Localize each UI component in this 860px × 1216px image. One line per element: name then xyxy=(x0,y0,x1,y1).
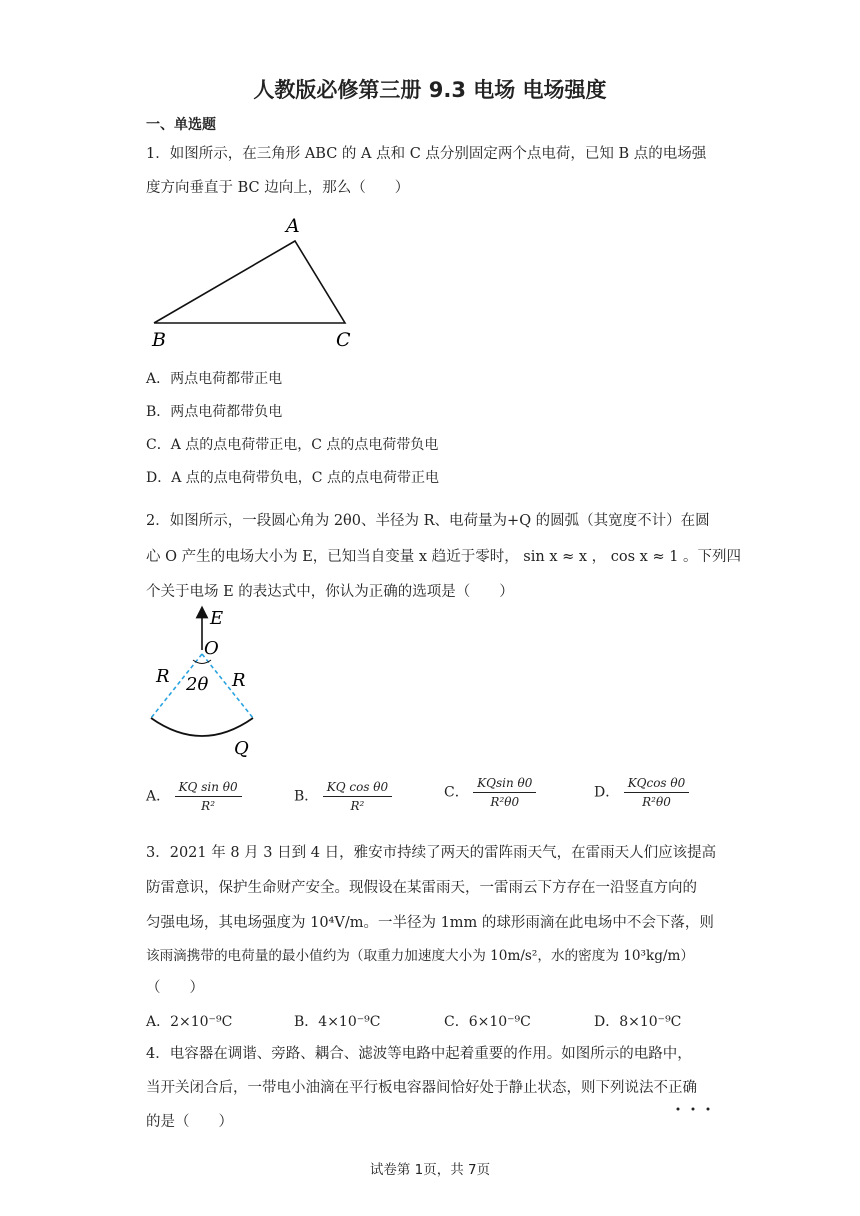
q3-stem-line3: 匀强电场，其电场强度为 10⁴V/m。一半径为 1mm 的球形雨滴在此电场中不会下落，则 xyxy=(146,915,714,931)
q4-stem-line3: 的是（ ） xyxy=(146,1114,233,1130)
q3-option-c[interactable]: C．6×10⁻⁹C xyxy=(444,1014,531,1030)
q1-option-c[interactable]: C．A 点的点电荷带正电，C 点的点电荷带负电 xyxy=(146,437,439,453)
q1-option-d[interactable]: D．A 点的点电荷带负电，C 点的点电荷带正电 xyxy=(146,470,439,486)
vertex-label-a: A xyxy=(286,215,300,237)
section-heading: 一、单选题 xyxy=(146,117,216,133)
q2-stem-line3: 个关于电场 E 的表达式中，你认为正确的选项是（ ） xyxy=(146,584,514,600)
vertex-label-b: B xyxy=(152,329,166,351)
label-angle: 2θ xyxy=(186,674,209,695)
q2-option-c-fraction xyxy=(473,776,536,809)
vertex-label-c: C xyxy=(336,329,351,351)
q2-option-a[interactable] xyxy=(146,780,242,813)
q3-stem-line2: 防雷意识，保护生命财产安全。现假设在某雷雨天，一雷雨云下方存在一沿竖直方向的 xyxy=(146,880,697,896)
q2-option-b[interactable] xyxy=(294,780,392,813)
q2-option-a-denominator: R² xyxy=(201,799,216,813)
q1-stem-line1: 1．如图所示，在三角形 ABC 的 A 点和 C 点分别固定两个点电荷，已知 B 点的电场强 xyxy=(146,146,707,162)
q2-option-a-fraction xyxy=(175,780,242,813)
q2-option-c-denominator: R²θ0 xyxy=(490,795,520,809)
q2-option-d-numerator: KQcos θ0 xyxy=(624,776,690,793)
q3-option-b[interactable]: B．4×10⁻⁹C xyxy=(294,1014,381,1030)
q2-option-d[interactable] xyxy=(594,776,689,809)
label-e: E xyxy=(210,608,224,629)
q1-option-b[interactable]: B．两点电荷都带负电 xyxy=(146,404,283,420)
q3-stem-line5: （ ） xyxy=(146,980,204,996)
q3-stem-line4: 该雨滴携带的电荷量的最小值约为（取重力加速度大小为 10m/s²，水的密度为 10³kg/m） xyxy=(146,948,694,964)
triangle-abc xyxy=(154,241,345,323)
arc-figure xyxy=(140,604,280,762)
page-footer: 试卷第 1页，共 7页 xyxy=(369,1162,491,1178)
q3-option-a[interactable]: A．2×10⁻⁹C xyxy=(146,1014,233,1030)
q2-option-b-letter: B． xyxy=(294,788,319,805)
q2-option-d-denominator: R²θ0 xyxy=(642,795,671,809)
label-q: Q xyxy=(234,738,249,759)
emphasis-dots xyxy=(672,1097,716,1103)
q2-stem-line1: 2．如图所示，一段圆心角为 2θ0、半径为 R、电荷量为+Q 的圆弧（其宽度不计）在圆 xyxy=(146,513,710,529)
q3-stem-line1: 3．2021 年 8 月 3 日到 4 日，雅安市持续了两天的雷阵雨天气，在雷雨天人们应该提高 xyxy=(146,845,717,861)
q2-option-c-letter: C． xyxy=(444,784,469,801)
q2-option-a-numerator: KQ sin θ0 xyxy=(175,780,242,797)
triangle-figure xyxy=(140,208,370,356)
label-r-right: R xyxy=(232,670,246,691)
q1-stem-line2: 度方向垂直于 BC 边向上，那么（ ） xyxy=(146,180,410,196)
q3-option-d[interactable]: D．8×10⁻⁹C xyxy=(594,1014,682,1030)
q2-option-c-numerator: KQsin θ0 xyxy=(473,776,536,793)
q2-stem-line2: 心 O 产生的电场大小为 E，已知当自变量 x 趋近于零时， sin x ≈ x ， cos x ≈ 1 。下列四 xyxy=(146,549,742,565)
page-title: 人教版必修第三册 9.3 电场 电场强度 xyxy=(253,78,607,102)
q4-stem-line1: 4．电容器在调谐、旁路、耦合、滤波等电路中起着重要的作用。如图所示的电路中， xyxy=(146,1046,692,1062)
q2-option-d-fraction xyxy=(624,776,690,809)
label-o: O xyxy=(204,638,219,659)
label-r-left: R xyxy=(156,666,170,687)
q2-option-b-numerator: KQ cos θ0 xyxy=(323,780,392,797)
charged-arc xyxy=(151,718,253,736)
q4-stem-line2: 当开关闭合后，一带电小油滴在平行板电容器间恰好处于静止状态，则下列说法不正确 xyxy=(146,1080,697,1096)
q2-option-b-denominator: R² xyxy=(350,799,365,813)
q1-option-a[interactable]: A．两点电荷都带正电 xyxy=(146,371,283,387)
q2-option-d-letter: D． xyxy=(594,784,620,801)
q2-option-c[interactable] xyxy=(444,776,536,809)
q2-option-b-fraction xyxy=(323,780,392,813)
q2-option-a-letter: A． xyxy=(146,788,171,805)
